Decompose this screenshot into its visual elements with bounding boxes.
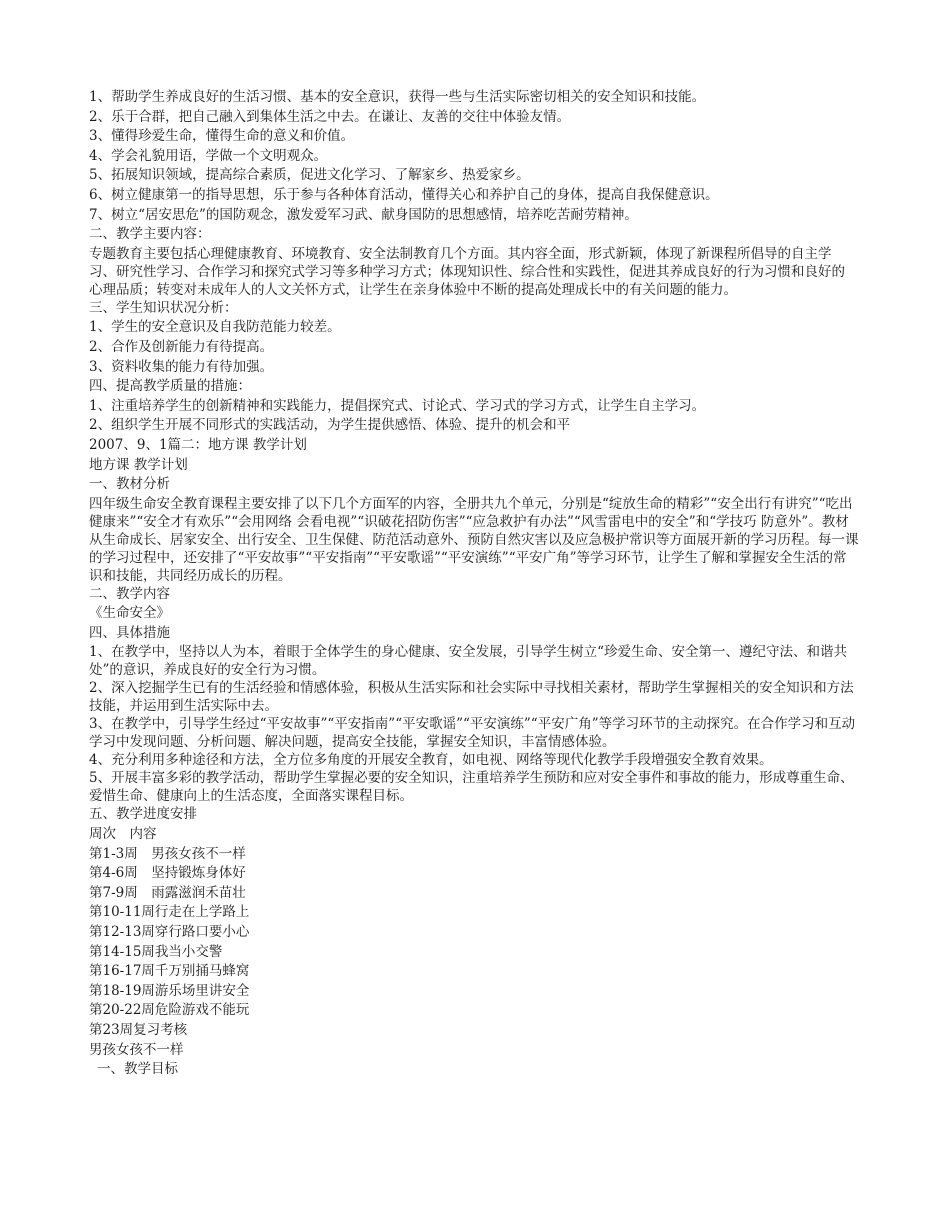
schedule-row: 第16-17周千万别捅马蜂窝 xyxy=(89,963,250,980)
specific-item: 3、在教学中，引导学生经过“平安故事”“平安指南”“平安歌谣”“平安演练”“平安广角”等学习环节的主动探究。在合作学习和互动学习中发现问题、分析问题、解决问题，提高安全技能，掌握安全知识，丰富情感体验。 xyxy=(89,716,856,751)
analysis-item: 1、学生的安全意识及自我防范能力较差。 xyxy=(89,319,341,336)
goal-item: 5、拓展知识领域，提高综合素质，促进文化学习、了解家乡、热爱家乡。 xyxy=(89,167,530,184)
specific-item: 1、在教学中，坚持以人为本，着眼于全体学生的身心健康、安全发展，引导学生树立“珍爱生命、安全第一、遵纪守法、和谐共处”的意识，养成良好的安全行为习惯。 xyxy=(89,644,847,679)
schedule-row: 第14-15周我当小交警 xyxy=(89,943,223,960)
lesson-title: 男孩女孩不一样 xyxy=(89,1041,184,1058)
teach-book: 《生命安全》 xyxy=(89,605,170,622)
specific-item: 4、充分利用多种途径和方法，全方位多角度的开展安全教育，如电视、网络等现代化教学手段增强安全教育效果。 xyxy=(89,752,773,769)
specific-item: 5、开展丰富多彩的教学活动，帮助学生掌握必要的安全知识，注重培养学生预防和应对安全事件和事故的能力，形成尊重生命、爱惜生命、健康向上的生活态度，全面落实课程目标。 xyxy=(89,770,854,805)
measure-item: 2、组织学生开展不同形式的实践活动，为学生提供感悟、体验、提升的机会和平 xyxy=(89,417,571,434)
plan-title: 地方课 教学计划 xyxy=(89,456,188,473)
analysis-item: 3、资料收集的能力有待加强。 xyxy=(89,358,274,375)
section-heading-specific: 四、具体措施 xyxy=(89,624,170,641)
lesson-goal-heading: 一、教学目标 xyxy=(97,1061,178,1078)
goal-item: 3、懂得珍爱生命，懂得生命的意义和价值。 xyxy=(89,128,355,145)
section-heading-schedule: 五、教学进度安排 xyxy=(89,806,197,823)
section-heading-analysis: 三、学生知识状况分析： xyxy=(89,299,238,316)
goals-list xyxy=(89,88,879,225)
specific-item: 2、深入挖掘学生已有的生活经验和情感体验，积极从生活实际和社会实际中寻找相关素材，帮助学生掌握相关的安全知识和方法技能，并运用到生活实际中去。 xyxy=(89,680,854,715)
measure-item: 1、注重培养学生的创新精神和实践能力，提倡探究式、讨论式、学习式的学习方式，让学生自主学习。 xyxy=(89,397,706,414)
goal-item: 7、树立“居安思危”的国防观念，激发爱军习武、献身国防的思想感情，培养吃苦耐劳精神。 xyxy=(89,206,638,223)
schedule-row: 第1-3周 男孩女孩不一样 xyxy=(89,845,246,862)
goal-item: 2、乐于合群，把自己融入到集体生活之中去。在谦让、友善的交往中体验友情。 xyxy=(89,108,571,125)
goal-item: 4、学会礼貌用语，学做一个文明观众。 xyxy=(89,147,328,164)
goal-item: 6、树立健康第一的指导思想，乐于参与各种体育活动，懂得关心和养护自己的身体，提高自我保健意识。 xyxy=(89,186,719,203)
material-paragraph: 四年级生命安全教育课程主要安排了以下几个方面军的内容，全册共九个单元，分别是“绽放生命的精彩”“安全出行有讲究”“吃出健康来”“安全才有欢乐”“会用网络 会看电视”“识破花招防伤害”“应急救护有办法”“风雪雷电中的安全”和“学技巧 防意外”。教材从生命成长、居家安全、出行安全、卫生保健、防范活动意外、预防自然灾害以及应急极护常识等方面展开新的学习历程。每一课的学习过程中，还安排了“平安故事”“平安指南”“平安歌谣”“平安演练”“平安广角”等学习环节，让学生了解和掌握安全生活的常识和技能，共同经历成长的历程。 xyxy=(89,495,859,584)
schedule-row: 第18-19周游乐场里讲安全 xyxy=(89,982,250,999)
schedule-row: 第4-6周 坚持锻炼身体好 xyxy=(89,865,246,882)
schedule-row: 第23周复习考核 xyxy=(89,1022,188,1038)
section-heading-teach: 二、教学内容 xyxy=(89,585,170,602)
schedule-row: 第12-13周穿行路口要小心 xyxy=(89,924,250,941)
goal-item: 1、帮助学生养成良好的生活习惯、基本的安全意识，获得一些与生活实际密切相关的安全知识和技能。 xyxy=(89,89,706,105)
section-heading-content: 二、教学主要内容： xyxy=(89,226,211,243)
document-page xyxy=(89,88,879,1080)
section-heading-material: 一、教材分析 xyxy=(89,476,170,493)
schedule-row: 第10-11周行走在上学路上 xyxy=(89,904,250,921)
section-heading-measures: 四、提高教学质量的措施： xyxy=(89,378,251,395)
content-paragraph: 专题教育主要包括心理健康教育、环境教育、安全法制教育几个方面。其内容全面，形式新颖，体现了新课程所倡导的自主学习、研究性学习、合作学习和探究式学习等多种学习方式；体现知识性、综合性和实践性，促进其养成良好的行为习惯和良好的心理品质；转变对未成年人的人文关怀方式，让学生在亲身体验中不断的提高处理成长中的有关问题的能力。 xyxy=(89,245,845,298)
schedule-row: 第7-9周 雨露滋润禾苗壮 xyxy=(89,884,246,901)
schedule-header: 周次 内容 xyxy=(89,826,157,843)
date-line: 2007、9、1篇二：地方课 教学计划 xyxy=(89,436,307,453)
schedule-row: 第20-22周危险游戏不能玩 xyxy=(89,1002,250,1019)
analysis-item: 2、合作及创新能力有待提高。 xyxy=(89,338,274,355)
